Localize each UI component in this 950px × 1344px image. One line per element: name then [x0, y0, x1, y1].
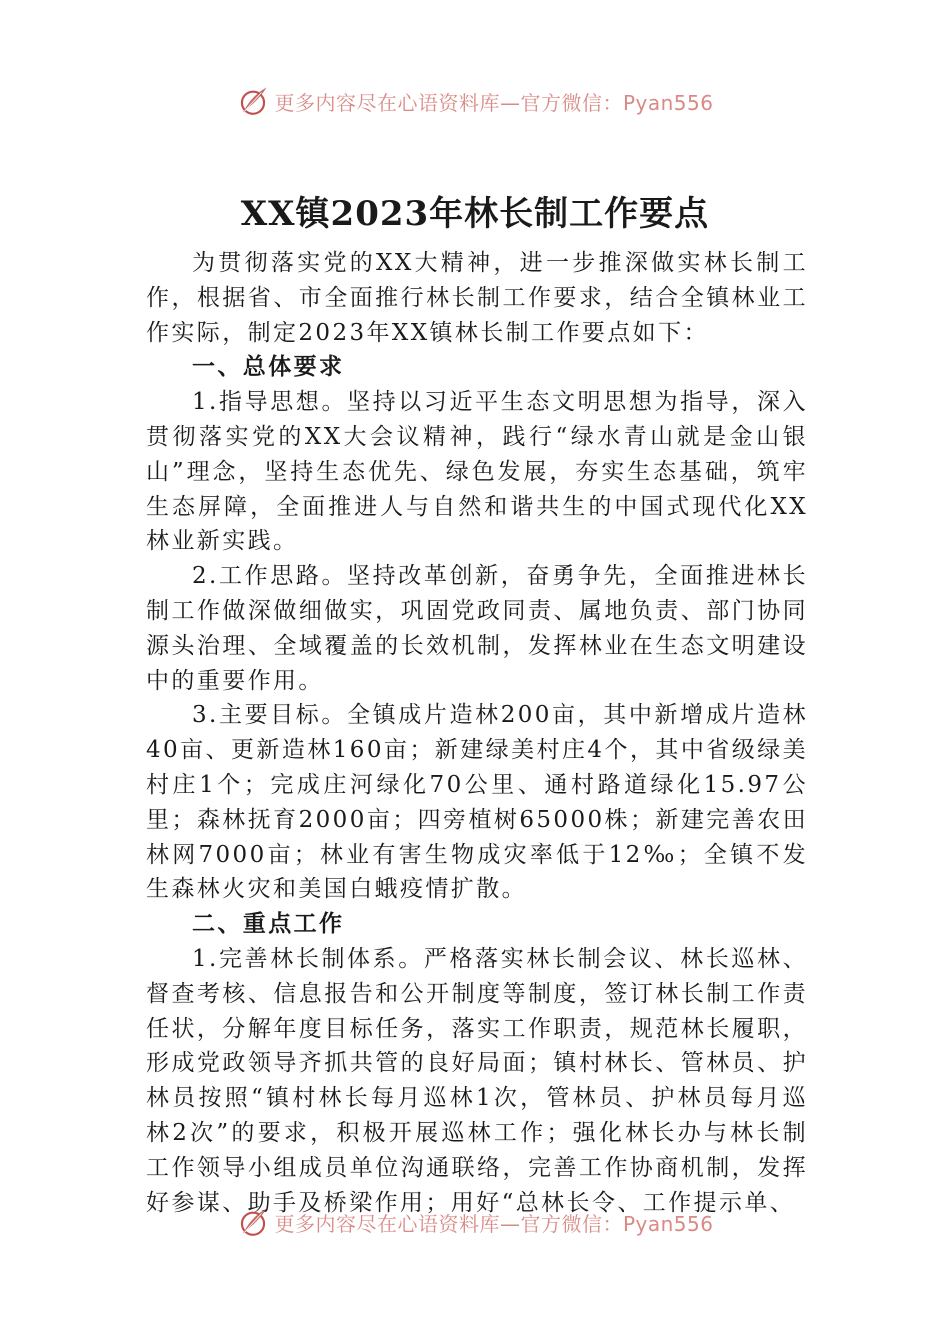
watermark-text: 更多内容尽在心语资料库—官方微信：Pyan556 [274, 1211, 714, 1236]
paragraph-forest-chief-system: 1.完善林长制体系。严格落实林长制会议、林长巡林、督查考核、信息报告和公开制度等制度，签订林长制工作责任状，分解年度目标任务，落实工作职责，规范林长履职，形成党政领导齐抓共管的良好局面；镇村林长、管林员、护林员按照“镇村林长每月巡林1次，管林员、护林员每月巡林2次”的要求，积极开展巡林工作；强化林长办与林长制工作领导小组成员单位沟通联络，完善工作协商机制，发挥好参谋、助手及桥梁作用；用好“总林长令、工作提示单、 [146, 945, 808, 1216]
paragraph-work-approach: 2.工作思路。坚持改革创新，奋勇争先，全面推进林长制工作做深做细做实，巩固党政同责、属地负责、部门协同源头治理、全域覆盖的长效机制，发挥林业在生态文明建设中的重要作用。 [146, 563, 808, 694]
watermark-text: 更多内容尽在心语资料库—官方微信：Pyan556 [274, 90, 714, 115]
document-body [146, 246, 808, 1220]
watermark-footer [0, 1205, 950, 1239]
paragraph-guiding-ideology: 1.指导思想。坚持以习近平生态文明思想为指导，深入贯彻落实党的XX大会议精神，践行“绿水青山就是金山银山”理念，坚持生态优先、绿色发展，夯实生态基础，筑牢生态屏障，全面推进人与自然和谐共生的中国式现代化XX林业新实践。 [146, 389, 808, 555]
intro-paragraph: 为贯彻落实党的XX大精神，进一步推深做实林长制工作，根据省、市全面推行林长制工作要求，结合全镇林业工作实际，制定2023年XX镇林长制工作要点如下： [146, 250, 808, 346]
feather-pen-logo-icon [236, 1205, 270, 1239]
document-title: XX镇2023年林长制工作要点 [240, 194, 710, 234]
paragraph-main-goals: 3.主要目标。全镇成片造林200亩，其中新增成片造林40亩、更新造林160亩；新建绿美村庄4个，其中省级绿美村庄1个；完成庄河绿化70公里、通村路道绿化15.97公里；森林抚育2000亩；四旁植树65000株；新建完善农田林网7000亩；林业有害生物成灾率低于12‰；全镇不发生森林火灾和美国白蛾疫情扩散。 [146, 702, 808, 903]
watermark-header [0, 84, 950, 118]
feather-pen-logo-icon [236, 84, 270, 118]
section-heading-key-work: 二、重点工作 [192, 911, 345, 938]
section-heading-general-requirements: 一、总体要求 [192, 354, 345, 381]
